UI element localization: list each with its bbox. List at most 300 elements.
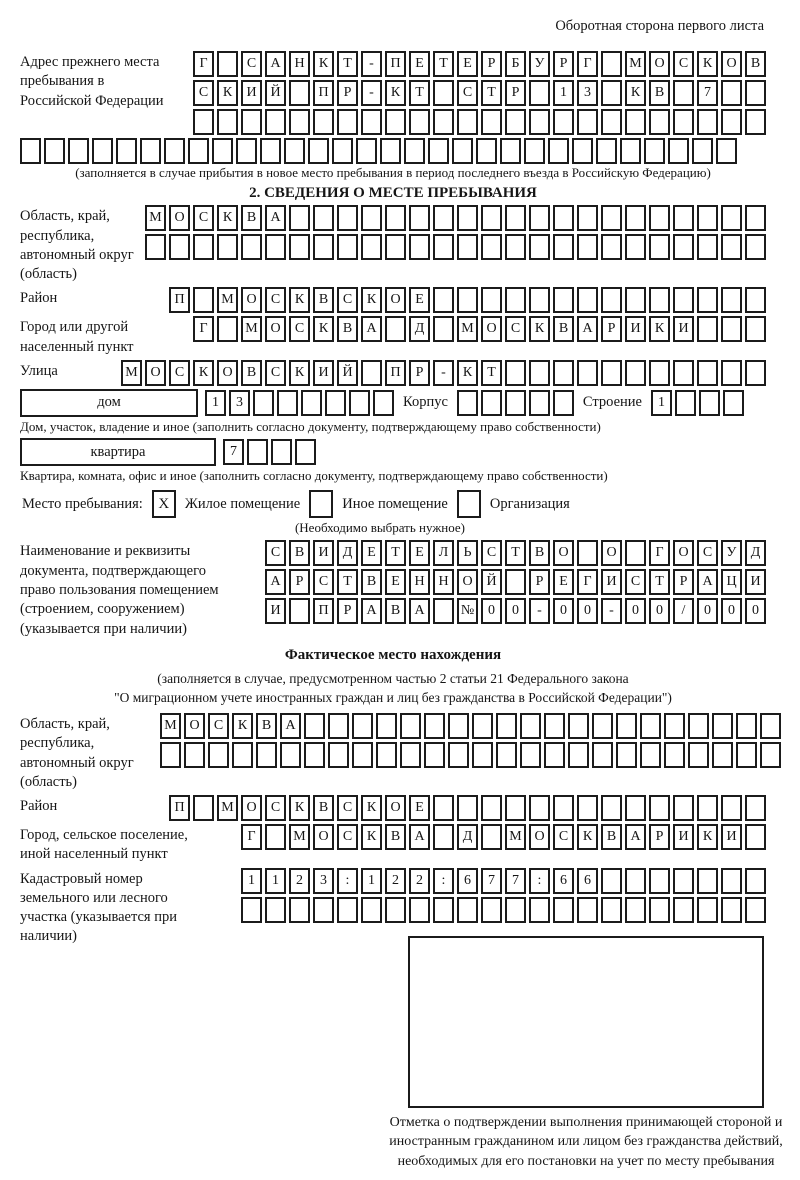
- char-box[interactable]: М: [217, 795, 238, 821]
- char-box[interactable]: О: [265, 316, 286, 342]
- char-box[interactable]: [524, 138, 545, 164]
- char-box[interactable]: Е: [409, 795, 430, 821]
- char-box[interactable]: [361, 360, 382, 386]
- char-box[interactable]: [217, 109, 238, 135]
- char-box[interactable]: [356, 138, 377, 164]
- char-box[interactable]: [697, 287, 718, 313]
- factual-raion-row[interactable]: [169, 795, 766, 821]
- char-box[interactable]: [352, 742, 373, 768]
- char-box[interactable]: О: [529, 824, 550, 850]
- char-box[interactable]: В: [601, 824, 622, 850]
- char-box[interactable]: [404, 138, 425, 164]
- char-box[interactable]: [409, 897, 430, 923]
- char-box[interactable]: [481, 109, 502, 135]
- char-box[interactable]: И: [265, 598, 286, 624]
- char-box[interactable]: [592, 713, 613, 739]
- char-box[interactable]: [481, 824, 502, 850]
- char-box[interactable]: [529, 80, 550, 106]
- char-box[interactable]: [400, 713, 421, 739]
- char-box[interactable]: [265, 897, 286, 923]
- char-box[interactable]: /: [673, 598, 694, 624]
- char-box[interactable]: [457, 234, 478, 260]
- char-box[interactable]: С: [265, 540, 286, 566]
- char-box[interactable]: О: [313, 824, 334, 850]
- char-box[interactable]: [625, 795, 646, 821]
- char-box[interactable]: [577, 795, 598, 821]
- char-box[interactable]: Й: [265, 80, 286, 106]
- char-box[interactable]: 1: [241, 868, 262, 894]
- char-box[interactable]: 7: [481, 868, 502, 894]
- char-box[interactable]: [44, 138, 65, 164]
- char-box[interactable]: А: [265, 205, 286, 231]
- char-box[interactable]: О: [649, 51, 670, 77]
- char-box[interactable]: :: [337, 868, 358, 894]
- char-box[interactable]: [208, 742, 229, 768]
- char-box[interactable]: М: [625, 51, 646, 77]
- char-box[interactable]: 7: [223, 439, 244, 465]
- char-box[interactable]: А: [280, 713, 301, 739]
- char-box[interactable]: [373, 390, 394, 416]
- char-box[interactable]: [760, 742, 781, 768]
- char-box[interactable]: М: [241, 316, 262, 342]
- char-box[interactable]: [529, 390, 550, 416]
- char-box[interactable]: [457, 897, 478, 923]
- char-box[interactable]: Н: [409, 569, 430, 595]
- char-box[interactable]: С: [337, 287, 358, 313]
- char-box[interactable]: [289, 598, 310, 624]
- char-box[interactable]: [649, 287, 670, 313]
- char-box[interactable]: [140, 138, 161, 164]
- char-box[interactable]: Т: [409, 80, 430, 106]
- char-box[interactable]: [553, 897, 574, 923]
- char-box[interactable]: [217, 234, 238, 260]
- char-box[interactable]: Р: [481, 51, 502, 77]
- char-box[interactable]: [673, 80, 694, 106]
- char-box[interactable]: 3: [313, 868, 334, 894]
- char-box[interactable]: Р: [289, 569, 310, 595]
- char-box[interactable]: В: [649, 80, 670, 106]
- char-box[interactable]: [675, 390, 696, 416]
- char-box[interactable]: [721, 897, 742, 923]
- char-box[interactable]: [505, 205, 526, 231]
- char-box[interactable]: [745, 795, 766, 821]
- char-box[interactable]: [529, 287, 550, 313]
- char-box[interactable]: И: [625, 316, 646, 342]
- char-box[interactable]: [553, 795, 574, 821]
- char-box[interactable]: -: [529, 598, 550, 624]
- char-box[interactable]: [697, 205, 718, 231]
- char-box[interactable]: [361, 205, 382, 231]
- char-box[interactable]: В: [289, 540, 310, 566]
- char-box[interactable]: [697, 316, 718, 342]
- prev-address-row-3[interactable]: [193, 109, 766, 135]
- char-box[interactable]: [265, 234, 286, 260]
- char-box[interactable]: [505, 390, 526, 416]
- char-box[interactable]: [664, 713, 685, 739]
- char-box[interactable]: Ц: [721, 569, 742, 595]
- char-box[interactable]: [529, 109, 550, 135]
- char-box[interactable]: М: [160, 713, 181, 739]
- char-box[interactable]: [616, 742, 637, 768]
- char-box[interactable]: [692, 138, 713, 164]
- char-box[interactable]: 1: [361, 868, 382, 894]
- char-box[interactable]: [640, 742, 661, 768]
- char-box[interactable]: О: [385, 795, 406, 821]
- char-box[interactable]: 2: [289, 868, 310, 894]
- char-box[interactable]: [620, 138, 641, 164]
- char-box[interactable]: [448, 742, 469, 768]
- char-box[interactable]: [304, 742, 325, 768]
- char-box[interactable]: [721, 234, 742, 260]
- char-box[interactable]: 0: [649, 598, 670, 624]
- char-box[interactable]: [193, 287, 214, 313]
- char-box[interactable]: К: [697, 51, 718, 77]
- char-box[interactable]: [664, 742, 685, 768]
- char-box[interactable]: К: [577, 824, 598, 850]
- char-box[interactable]: -: [601, 598, 622, 624]
- char-box[interactable]: М: [217, 287, 238, 313]
- char-box[interactable]: [472, 713, 493, 739]
- char-box[interactable]: С: [625, 569, 646, 595]
- char-box[interactable]: [169, 234, 190, 260]
- char-box[interactable]: [649, 360, 670, 386]
- char-box[interactable]: Е: [409, 287, 430, 313]
- char-box[interactable]: Т: [385, 540, 406, 566]
- char-box[interactable]: [716, 138, 737, 164]
- char-box[interactable]: [568, 742, 589, 768]
- char-box[interactable]: [601, 109, 622, 135]
- char-box[interactable]: Т: [433, 51, 454, 77]
- char-box[interactable]: [313, 234, 334, 260]
- char-box[interactable]: [232, 742, 253, 768]
- char-box[interactable]: О: [169, 205, 190, 231]
- char-box[interactable]: [673, 795, 694, 821]
- char-box[interactable]: Т: [337, 569, 358, 595]
- char-box[interactable]: -: [361, 51, 382, 77]
- char-box[interactable]: С: [208, 713, 229, 739]
- char-box[interactable]: [625, 868, 646, 894]
- char-box[interactable]: [529, 897, 550, 923]
- char-box[interactable]: [385, 316, 406, 342]
- char-box[interactable]: В: [553, 316, 574, 342]
- char-box[interactable]: 0: [577, 598, 598, 624]
- char-box[interactable]: Г: [241, 824, 262, 850]
- char-box[interactable]: [736, 742, 757, 768]
- char-box[interactable]: И: [313, 360, 334, 386]
- char-box[interactable]: [544, 742, 565, 768]
- char-box[interactable]: [625, 109, 646, 135]
- char-box[interactable]: Ь: [457, 540, 478, 566]
- char-box[interactable]: [697, 795, 718, 821]
- char-box[interactable]: [745, 80, 766, 106]
- char-box[interactable]: [409, 205, 430, 231]
- char-box[interactable]: 0: [553, 598, 574, 624]
- char-box[interactable]: Р: [553, 51, 574, 77]
- char-box[interactable]: Т: [649, 569, 670, 595]
- prev-address-row-2[interactable]: [193, 80, 766, 106]
- document-row-2[interactable]: [265, 569, 766, 595]
- dom-number-boxes[interactable]: [205, 390, 394, 416]
- char-box[interactable]: [433, 897, 454, 923]
- char-box[interactable]: [688, 713, 709, 739]
- char-box[interactable]: [476, 138, 497, 164]
- char-box[interactable]: Р: [673, 569, 694, 595]
- char-box[interactable]: О: [241, 795, 262, 821]
- raion-row[interactable]: [169, 287, 766, 313]
- char-box[interactable]: К: [289, 360, 310, 386]
- char-box[interactable]: [424, 742, 445, 768]
- char-box[interactable]: И: [601, 569, 622, 595]
- char-box[interactable]: [697, 360, 718, 386]
- char-box[interactable]: [601, 80, 622, 106]
- document-row-3[interactable]: [265, 598, 766, 624]
- char-box[interactable]: 6: [577, 868, 598, 894]
- char-box[interactable]: [385, 109, 406, 135]
- char-box[interactable]: В: [529, 540, 550, 566]
- char-box[interactable]: Д: [409, 316, 430, 342]
- char-box[interactable]: 7: [697, 80, 718, 106]
- char-box[interactable]: В: [241, 360, 262, 386]
- char-box[interactable]: [500, 138, 521, 164]
- char-box[interactable]: [241, 234, 262, 260]
- char-box[interactable]: :: [433, 868, 454, 894]
- char-box[interactable]: С: [193, 205, 214, 231]
- char-box[interactable]: [385, 205, 406, 231]
- char-box[interactable]: Р: [649, 824, 670, 850]
- char-box[interactable]: №: [457, 598, 478, 624]
- char-box[interactable]: [760, 713, 781, 739]
- char-box[interactable]: Й: [337, 360, 358, 386]
- char-box[interactable]: [496, 742, 517, 768]
- char-box[interactable]: С: [697, 540, 718, 566]
- char-box[interactable]: [553, 390, 574, 416]
- char-box[interactable]: [745, 360, 766, 386]
- char-box[interactable]: 3: [577, 80, 598, 106]
- char-box[interactable]: [304, 713, 325, 739]
- char-box[interactable]: [673, 868, 694, 894]
- char-box[interactable]: 0: [745, 598, 766, 624]
- char-box[interactable]: О: [553, 540, 574, 566]
- char-box[interactable]: И: [241, 80, 262, 106]
- char-box[interactable]: [265, 109, 286, 135]
- char-box[interactable]: [673, 287, 694, 313]
- char-box[interactable]: [577, 234, 598, 260]
- char-box[interactable]: [640, 713, 661, 739]
- char-box[interactable]: [337, 205, 358, 231]
- char-box[interactable]: С: [553, 824, 574, 850]
- char-box[interactable]: [553, 205, 574, 231]
- char-box[interactable]: Б: [505, 51, 526, 77]
- char-box[interactable]: И: [673, 316, 694, 342]
- char-box[interactable]: [295, 439, 316, 465]
- char-box[interactable]: [553, 234, 574, 260]
- char-box[interactable]: [577, 109, 598, 135]
- char-box[interactable]: [697, 897, 718, 923]
- char-box[interactable]: [385, 897, 406, 923]
- char-box[interactable]: [625, 205, 646, 231]
- char-box[interactable]: О: [721, 51, 742, 77]
- char-box[interactable]: [433, 316, 454, 342]
- char-box[interactable]: [457, 795, 478, 821]
- char-box[interactable]: [673, 360, 694, 386]
- char-box[interactable]: 0: [625, 598, 646, 624]
- char-box[interactable]: [260, 138, 281, 164]
- char-box[interactable]: П: [313, 598, 334, 624]
- char-box[interactable]: К: [193, 360, 214, 386]
- char-box[interactable]: [308, 138, 329, 164]
- char-box[interactable]: К: [289, 287, 310, 313]
- char-box[interactable]: О: [673, 540, 694, 566]
- stroenie-boxes[interactable]: [651, 390, 744, 416]
- char-box[interactable]: [601, 360, 622, 386]
- checkbox-inoe-pomeshchenie[interactable]: [309, 490, 333, 518]
- char-box[interactable]: [457, 287, 478, 313]
- char-box[interactable]: О: [217, 360, 238, 386]
- char-box[interactable]: [433, 80, 454, 106]
- char-box[interactable]: 6: [553, 868, 574, 894]
- char-box[interactable]: 0: [505, 598, 526, 624]
- char-box[interactable]: С: [265, 287, 286, 313]
- char-box[interactable]: [673, 205, 694, 231]
- char-box[interactable]: [193, 795, 214, 821]
- char-box[interactable]: [577, 287, 598, 313]
- char-box[interactable]: 0: [697, 598, 718, 624]
- char-box[interactable]: [745, 868, 766, 894]
- char-box[interactable]: [301, 390, 322, 416]
- char-box[interactable]: К: [217, 80, 238, 106]
- char-box[interactable]: [253, 390, 274, 416]
- char-box[interactable]: [376, 713, 397, 739]
- char-box[interactable]: А: [265, 569, 286, 595]
- char-box[interactable]: [712, 742, 733, 768]
- checkbox-zhiloe-pomeshchenie[interactable]: X: [152, 490, 176, 518]
- char-box[interactable]: [193, 234, 214, 260]
- char-box[interactable]: [505, 360, 526, 386]
- char-box[interactable]: К: [385, 80, 406, 106]
- oblast-row-1[interactable]: [145, 205, 766, 231]
- char-box[interactable]: [481, 390, 502, 416]
- char-box[interactable]: [457, 390, 478, 416]
- char-box[interactable]: [596, 138, 617, 164]
- char-box[interactable]: [145, 234, 166, 260]
- char-box[interactable]: 0: [721, 598, 742, 624]
- char-box[interactable]: 3: [229, 390, 250, 416]
- char-box[interactable]: [529, 234, 550, 260]
- char-box[interactable]: [649, 205, 670, 231]
- char-box[interactable]: [457, 109, 478, 135]
- char-box[interactable]: Е: [457, 51, 478, 77]
- char-box[interactable]: С: [265, 360, 286, 386]
- char-box[interactable]: Р: [529, 569, 550, 595]
- char-box[interactable]: В: [313, 795, 334, 821]
- char-box[interactable]: К: [232, 713, 253, 739]
- char-box[interactable]: [505, 287, 526, 313]
- char-box[interactable]: [289, 897, 310, 923]
- char-box[interactable]: С: [457, 80, 478, 106]
- char-box[interactable]: [577, 360, 598, 386]
- char-box[interactable]: С: [169, 360, 190, 386]
- char-box[interactable]: [721, 287, 742, 313]
- char-box[interactable]: 6: [457, 868, 478, 894]
- char-box[interactable]: Р: [505, 80, 526, 106]
- char-box[interactable]: [380, 138, 401, 164]
- char-box[interactable]: [361, 897, 382, 923]
- ulitsa-row[interactable]: [121, 360, 766, 386]
- char-box[interactable]: К: [289, 795, 310, 821]
- char-box[interactable]: [349, 390, 370, 416]
- char-box[interactable]: 1: [553, 80, 574, 106]
- char-box[interactable]: Н: [433, 569, 454, 595]
- char-box[interactable]: О: [457, 569, 478, 595]
- korpus-boxes[interactable]: [457, 390, 574, 416]
- kadastr-row-2[interactable]: [241, 897, 766, 923]
- char-box[interactable]: [313, 205, 334, 231]
- char-box[interactable]: [577, 205, 598, 231]
- char-box[interactable]: [601, 234, 622, 260]
- char-box[interactable]: [452, 138, 473, 164]
- char-box[interactable]: [457, 205, 478, 231]
- char-box[interactable]: М: [145, 205, 166, 231]
- char-box[interactable]: [212, 138, 233, 164]
- char-box[interactable]: Р: [409, 360, 430, 386]
- char-box[interactable]: [400, 742, 421, 768]
- char-box[interactable]: [601, 205, 622, 231]
- char-box[interactable]: Т: [481, 360, 502, 386]
- char-box[interactable]: О: [241, 287, 262, 313]
- char-box[interactable]: [313, 109, 334, 135]
- char-box[interactable]: [745, 824, 766, 850]
- char-box[interactable]: С: [313, 569, 334, 595]
- char-box[interactable]: Г: [577, 569, 598, 595]
- char-box[interactable]: [280, 742, 301, 768]
- char-box[interactable]: К: [361, 824, 382, 850]
- char-box[interactable]: [496, 713, 517, 739]
- char-box[interactable]: [649, 234, 670, 260]
- char-box[interactable]: Г: [193, 316, 214, 342]
- char-box[interactable]: П: [385, 360, 406, 386]
- char-box[interactable]: [601, 897, 622, 923]
- char-box[interactable]: [284, 138, 305, 164]
- char-box[interactable]: [520, 742, 541, 768]
- factual-oblast-row-1[interactable]: [160, 713, 781, 739]
- char-box[interactable]: [337, 109, 358, 135]
- char-box[interactable]: 1: [651, 390, 672, 416]
- char-box[interactable]: В: [385, 598, 406, 624]
- char-box[interactable]: В: [361, 569, 382, 595]
- char-box[interactable]: [553, 360, 574, 386]
- char-box[interactable]: [256, 742, 277, 768]
- char-box[interactable]: К: [625, 80, 646, 106]
- char-box[interactable]: [92, 138, 113, 164]
- char-box[interactable]: Г: [649, 540, 670, 566]
- char-box[interactable]: Т: [337, 51, 358, 77]
- char-box[interactable]: [361, 234, 382, 260]
- char-box[interactable]: [313, 897, 334, 923]
- char-box[interactable]: И: [313, 540, 334, 566]
- char-box[interactable]: Н: [289, 51, 310, 77]
- char-box[interactable]: [505, 897, 526, 923]
- char-box[interactable]: Р: [337, 598, 358, 624]
- char-box[interactable]: [433, 287, 454, 313]
- char-box[interactable]: [625, 234, 646, 260]
- char-box[interactable]: С: [337, 795, 358, 821]
- char-box[interactable]: [472, 742, 493, 768]
- char-box[interactable]: [328, 742, 349, 768]
- char-box[interactable]: 0: [481, 598, 502, 624]
- char-box[interactable]: [577, 897, 598, 923]
- char-box[interactable]: [548, 138, 569, 164]
- char-box[interactable]: К: [313, 316, 334, 342]
